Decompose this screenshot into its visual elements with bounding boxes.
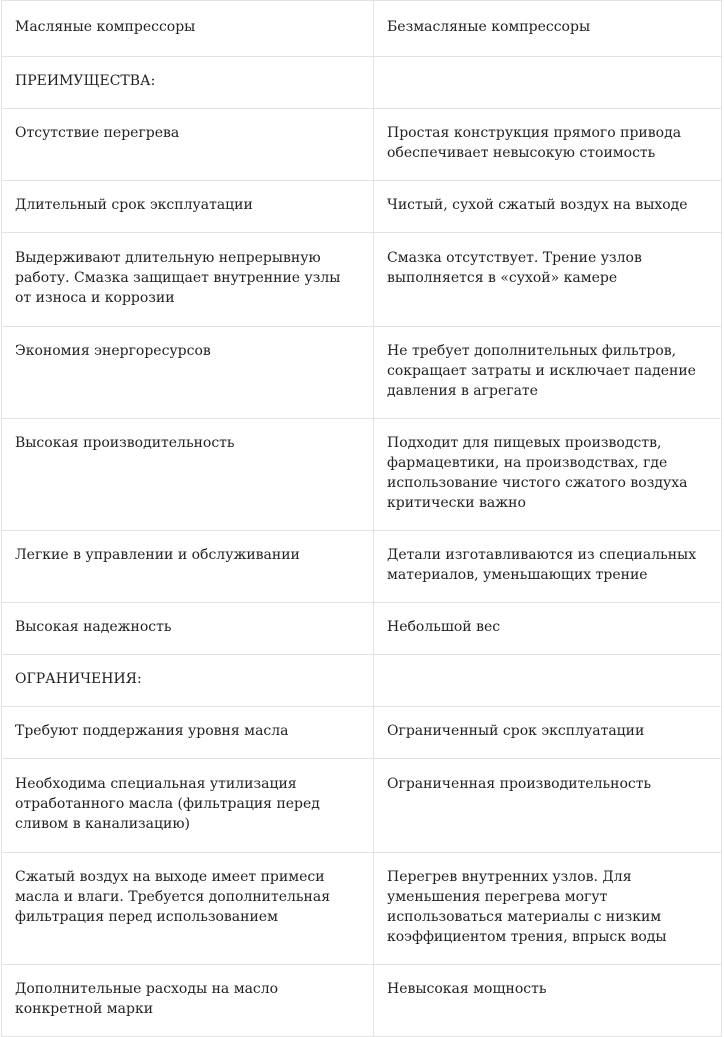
cell-text: Дополнительные расходы на масло конкретной марки <box>15 981 279 1017</box>
cell-text: Смазка отсутствует. Трение узлов выполняется в «сухой» камере <box>387 250 642 286</box>
section-row-limitations <box>2 655 722 707</box>
table-cell <box>374 853 722 965</box>
table-cell <box>374 655 722 707</box>
table-cell <box>374 109 722 181</box>
table-cell <box>2 181 374 233</box>
header-text: Масляные компрессоры <box>15 19 196 35</box>
comparison-table-container <box>1 0 721 1037</box>
cell-text: Высокая производительность <box>15 435 235 451</box>
table-header-row <box>2 1 722 57</box>
cell-text: Не требует дополнительных фильтров, сокращает затраты и исключает падение давления в агрегате <box>387 343 696 399</box>
table-cell <box>2 603 374 655</box>
table-cell <box>2 655 374 707</box>
table-cell <box>374 419 722 531</box>
cell-text: Простая конструкция прямого привода обеспечивает невысокую стоимость <box>387 125 682 161</box>
header-cell-oil-free <box>374 1 722 57</box>
table-cell <box>2 327 374 419</box>
cell-text: Небольшой вес <box>387 619 501 635</box>
section-label: ОГРАНИЧЕНИЯ: <box>15 671 142 687</box>
table-cell <box>2 109 374 181</box>
table-row <box>2 603 722 655</box>
table-cell <box>2 419 374 531</box>
table-row <box>2 109 722 181</box>
cell-text: Экономия энергоресурсов <box>15 343 211 359</box>
table-row <box>2 327 722 419</box>
table-cell <box>374 965 722 1037</box>
table-cell <box>374 181 722 233</box>
cell-text: Перегрев внутренних узлов. Для уменьшения перегрева могут использоваться материалы с низким коэффициентом трения, впрыск воды <box>387 869 667 945</box>
cell-text: Необходима специальная утилизация отработанного масла (фильтрация перед сливом в канализацию) <box>15 776 320 832</box>
table-row <box>2 965 722 1037</box>
cell-text: Длительный срок эксплуатации <box>15 197 253 213</box>
cell-text: Детали изготавливаются из специальных материалов, уменьшающих трение <box>387 547 697 583</box>
cell-text: Выдерживают длительную непрерывную работу. Смазка защищает внутренние узлы от износа и коррозии <box>15 250 341 306</box>
cell-text: Требуют поддержания уровня масла <box>15 723 289 739</box>
table-row <box>2 531 722 603</box>
header-text: Безмасляные компрессоры <box>387 19 591 35</box>
section-row-advantages <box>2 57 722 109</box>
comparison-table <box>1 0 722 1037</box>
cell-text: Ограниченная производительность <box>387 776 652 792</box>
cell-text: Ограниченный срок эксплуатации <box>387 723 645 739</box>
cell-text: Сжатый воздух на выходе имеет примеси масла и влаги. Требуется дополнительная фильтрация перед использованием <box>15 869 331 925</box>
table-cell <box>2 759 374 853</box>
cell-text: Легкие в управлении и обслуживании <box>15 547 300 563</box>
table-cell <box>374 707 722 759</box>
table-cell <box>2 233 374 327</box>
table-cell <box>374 759 722 853</box>
table-cell <box>374 531 722 603</box>
table-cell <box>374 327 722 419</box>
header-cell-oil <box>2 1 374 57</box>
cell-text: Отсутствие перегрева <box>15 125 180 141</box>
table-cell <box>2 57 374 109</box>
table-row <box>2 233 722 327</box>
table-row <box>2 853 722 965</box>
table-cell <box>374 233 722 327</box>
table-cell <box>374 603 722 655</box>
table-cell <box>2 965 374 1037</box>
cell-text: Высокая надежность <box>15 619 172 635</box>
table-cell <box>2 853 374 965</box>
cell-text: Чистый, сухой сжатый воздух на выходе <box>387 197 688 213</box>
cell-text: Невысокая мощность <box>387 981 547 997</box>
table-cell <box>2 707 374 759</box>
table-cell <box>2 531 374 603</box>
table-cell <box>374 57 722 109</box>
table-row <box>2 419 722 531</box>
table-row <box>2 181 722 233</box>
table-row <box>2 759 722 853</box>
table-row <box>2 707 722 759</box>
section-label: ПРЕИМУЩЕСТВА: <box>15 73 156 89</box>
cell-text: Подходит для пищевых производств, фармацевтики, на производствах, где использование чистого сжатого воздуха критически важно <box>387 435 688 511</box>
